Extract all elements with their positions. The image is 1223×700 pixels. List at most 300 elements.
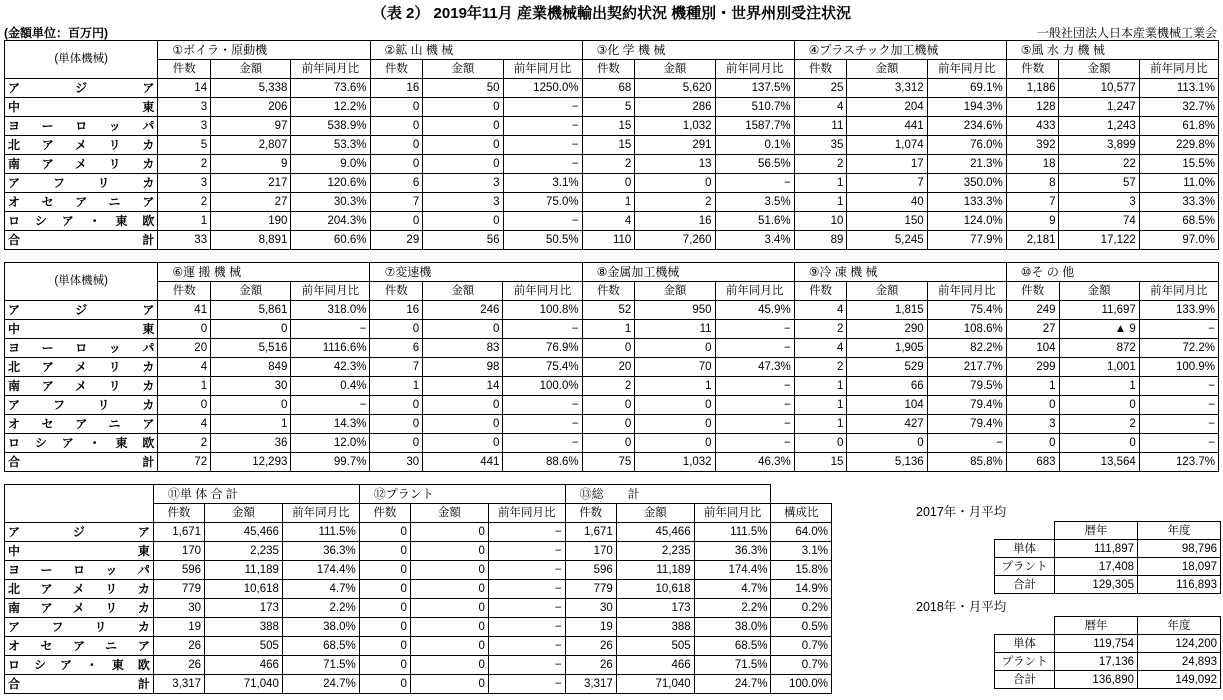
table-cell: 68.5% [1139,212,1218,231]
table-cell: 97.0% [1139,231,1218,250]
column-header: 前年同月比 [282,504,359,523]
table-cell: 11,697 [1059,301,1139,320]
table-cell: − [488,656,565,675]
table-cell: 0 [423,434,503,453]
table-cell: 7,260 [635,231,715,250]
avg-row [995,671,1221,689]
table-cell: 14 [158,79,211,98]
table-cell: 42.3% [291,358,370,377]
table-cell: 9.0% [291,155,370,174]
table-cell: 194.3% [927,98,1006,117]
table-cell: 100.8% [503,301,582,320]
table-cell: 1 [794,377,847,396]
region-label: ロシア・東欧 [5,656,154,675]
table-cell: 3,317 [153,675,204,694]
column-header: 件数 [582,282,635,301]
table-cell: 0 [582,434,635,453]
table-cell: 72.2% [1139,339,1218,358]
table-cell: 30 [370,453,423,472]
table-cell: 0 [359,675,410,694]
table-cell: 538.9% [291,117,370,136]
table-cell: 13,564 [1059,453,1139,472]
table-cell: 14 [423,377,503,396]
table-cell: 5 [158,136,211,155]
avg-cell: 119,754 [1055,635,1138,653]
table-cell: 290 [847,320,927,339]
column-header: 金額 [616,504,694,523]
table-cell: 170 [565,542,616,561]
table-cell: 97 [211,117,291,136]
column-header: 金額 [1059,60,1139,79]
region-label: ア ジ ア [5,301,158,320]
table-cell: 246 [423,301,503,320]
table-cell: 5,136 [847,453,927,472]
table-cell: − [1139,415,1218,434]
row-header-label: (単体機械) [5,41,158,79]
region-label: 北アメリカ [5,136,158,155]
table-cell: 3 [158,98,211,117]
table-cell: 229.8% [1139,136,1218,155]
table-cell: 174.4% [694,561,771,580]
table-cell: 12.0% [291,434,370,453]
table-cell: 872 [1059,339,1139,358]
table-cell: 45.9% [715,301,794,320]
table-cell: 1 [794,193,847,212]
table-cell: 190 [211,212,291,231]
table-cell: 111.5% [694,523,771,542]
table-cell: 0 [1006,396,1059,415]
table-cell: − [503,98,582,117]
header-row-columns [5,60,1219,79]
table-cell: 950 [635,301,715,320]
avg-header-row [995,617,1221,635]
table-cell: 0.2% [771,599,832,618]
table-row [5,542,832,561]
table-cell: 1 [158,212,211,231]
table-cell: 36.3% [282,542,359,561]
avg-cell: 111,897 [1055,540,1138,558]
column-header: 件数 [582,60,635,79]
table-cell: 133.9% [1139,301,1218,320]
avg-row [995,635,1221,653]
table-cell: 4 [582,212,635,231]
region-label: アフリカ [5,618,154,637]
region-label: ロシア・東欧 [5,434,158,453]
table-cell: 1,243 [1059,117,1139,136]
table-cell: 173 [616,599,694,618]
table-cell: − [503,415,582,434]
table-cell: 170 [153,542,204,561]
table-cell: 12.2% [291,98,370,117]
table-cell: 0 [410,599,488,618]
table-cell: 75.0% [503,193,582,212]
table-row [5,523,832,542]
region-label: オセアニア [5,415,158,434]
table-row [5,320,1219,339]
table-cell: 0 [370,320,423,339]
region-label: 合 計 [5,675,154,694]
table-cell: 0 [423,415,503,434]
table-cell: 2,181 [1006,231,1059,250]
avg-corner [995,617,1055,635]
table-cell: 0 [370,98,423,117]
table-cell: 25 [794,79,847,98]
table-row [5,637,832,656]
table-cell: 20 [582,358,635,377]
table-row [5,117,1219,136]
table-cell: 1,032 [635,117,715,136]
table-row [5,561,832,580]
table-cell: 104 [847,396,927,415]
table-cell: 0 [423,136,503,155]
table-cell: 1,815 [847,301,927,320]
table-cell: − [503,434,582,453]
table-cell: 0 [847,434,927,453]
table-cell: − [488,618,565,637]
table-cell: 0 [582,174,635,193]
table-row [5,231,1219,250]
table-cell: 35 [794,136,847,155]
table-cell: 72 [158,453,211,472]
table-cell: 36 [211,434,291,453]
table-cell: 2,235 [205,542,283,561]
table-cell: − [488,561,565,580]
table-cell: 174.4% [282,561,359,580]
avg-cell: 98,796 [1138,540,1221,558]
table-cell: 466 [205,656,283,675]
table-cell: 291 [635,136,715,155]
group-header: ③化 学 機 械 [582,41,794,60]
table-cell: 0.5% [771,618,832,637]
table-cell: 0 [359,656,410,675]
table-row [5,599,832,618]
table-cell: 0 [1059,434,1139,453]
table-cell: 4 [158,358,211,377]
table-cell: 0 [423,320,503,339]
table-cell: 68 [582,79,635,98]
column-header: 前年同月比 [1139,60,1218,79]
table-cell: 441 [423,453,503,472]
table-cell: − [503,117,582,136]
table-cell: 50 [423,79,503,98]
table-cell: 204.3% [291,212,370,231]
table-row [5,675,832,694]
table-cell: 0 [635,415,715,434]
table-cell: 98 [423,358,503,377]
table-cell: 206 [211,98,291,117]
table-cell: 0 [582,339,635,358]
table-row [5,434,1219,453]
table-cell: 50.5% [503,231,582,250]
table-cell: 88.6% [503,453,582,472]
table-cell: 4 [158,415,211,434]
table-cell: 1,671 [153,523,204,542]
page-title: （表 2） 2019年11月 産業機械輸出契約状況 機種別・世界州別受注状況 [371,5,852,22]
table-cell: 0 [635,434,715,453]
region-label: 北アメリカ [5,580,154,599]
table-cell: 3.1% [503,174,582,193]
table-cell: 683 [1006,453,1059,472]
column-header: 前年同月比 [715,282,794,301]
table-cell: 0.1% [715,136,794,155]
avg-2017-label: 2017年・月平均 [916,505,1007,519]
table-cell: 505 [205,637,283,656]
table-cell: 0.7% [771,656,832,675]
table-cell: 596 [565,561,616,580]
table-cell: 318.0% [291,301,370,320]
table-row [5,453,1219,472]
table-cell: 18 [1006,155,1059,174]
table-cell: 249 [1006,301,1059,320]
avg-cell: 17,136 [1055,653,1138,671]
table-cell: 2 [1059,415,1139,434]
header-row-groups [5,485,832,504]
table-cell: 0 [410,675,488,694]
table-cell: 350.0% [927,174,1006,193]
table-cell: 73.6% [291,79,370,98]
table-cell: 1 [370,377,423,396]
table-cell: 27 [1006,320,1059,339]
group-header: ⑤風 水 力 機 械 [1006,41,1218,60]
table-row [5,358,1219,377]
table-cell: − [503,136,582,155]
table-cell: 7 [847,174,927,193]
table-cell: 299 [1006,358,1059,377]
group-header: ⑩そ の 他 [1006,263,1218,282]
table-cell: − [1139,377,1218,396]
table-cell: 204 [847,98,927,117]
table-cell: 71.5% [282,656,359,675]
table-cell: 0 [423,155,503,174]
table-row [5,212,1219,231]
table-cell: 68.5% [694,637,771,656]
table-cell: 1,247 [1059,98,1139,117]
table-cell: 124.0% [927,212,1006,231]
table-cell: 100.9% [1139,358,1218,377]
table-cell: 76.0% [927,136,1006,155]
region-label: ロシア・東欧 [5,212,158,231]
table-cell: 17 [847,155,927,174]
group-header: ⑨冷 凍 機 械 [794,263,1006,282]
table-cell: 20 [158,339,211,358]
table-cell: 33 [158,231,211,250]
table-cell: 1,905 [847,339,927,358]
column-header: 前年同月比 [927,282,1006,301]
region-label: ヨーロッパ [5,561,154,580]
table-cell: 13 [635,155,715,174]
table-cell: 14.3% [291,415,370,434]
column-header: 金額 [410,504,488,523]
row-header-label: (単体機械) [5,263,158,301]
table-cell: − [927,434,1006,453]
column-header: 前年同月比 [503,282,582,301]
table-cell: 286 [635,98,715,117]
table-cell: 0 [1059,396,1139,415]
column-header: 件数 [370,282,423,301]
table-cell: 75.4% [503,358,582,377]
table-cell: 6 [370,339,423,358]
table-cell: 3.5% [715,193,794,212]
table-cell: 388 [616,618,694,637]
table-cell: 1 [794,174,847,193]
column-header: 件数 [794,282,847,301]
table-cell: 11 [794,117,847,136]
table-cell: 0 [582,396,635,415]
column-header: 前年同月比 [694,504,771,523]
table-cell: 0 [635,339,715,358]
table-cell: 5,861 [211,301,291,320]
table-cell: 17,122 [1059,231,1139,250]
table-cell: 0 [370,396,423,415]
table-cell: 26 [565,656,616,675]
column-header: 件数 [794,60,847,79]
table-cell: 22 [1059,155,1139,174]
table-cell: 26 [153,656,204,675]
header-row-groups [5,263,1219,282]
table-cell: 71,040 [205,675,283,694]
avg-corner [995,522,1055,540]
table-cell: 15 [794,453,847,472]
table-cell: 99.7% [291,453,370,472]
table-cell: 123.7% [1139,453,1218,472]
table-cell: 1,186 [1006,79,1059,98]
region-label: 南アメリカ [5,155,158,174]
table-cell: 3 [1006,415,1059,434]
avg-row-label: 単体 [995,540,1055,558]
table-cell: 74 [1059,212,1139,231]
table-cell: 33.3% [1139,193,1218,212]
table-row [5,396,1219,415]
table-cell: 0 [359,580,410,599]
table-cell: 5,338 [211,79,291,98]
region-label: 北アメリカ [5,358,158,377]
avg-cell: 124,200 [1138,635,1221,653]
table-cell: 32.7% [1139,98,1218,117]
table-cell: 40 [847,193,927,212]
region-label: 合 計 [5,453,158,472]
table-cell: 4 [794,98,847,117]
table-cell: 5,516 [211,339,291,358]
table-cell: 2,235 [616,542,694,561]
table-cell: 10 [794,212,847,231]
table-cell: 15.8% [771,561,832,580]
table-row [5,136,1219,155]
table-cell: 52 [582,301,635,320]
table-cell: − [715,377,794,396]
table-cell: 3,317 [565,675,616,694]
table-cell: 2 [794,358,847,377]
table-cell: 7 [1006,193,1059,212]
table-cell: 849 [211,358,291,377]
table-cell: 0 [158,396,211,415]
group-header: ⑧金属加工機械 [582,263,794,282]
table-cell: 0 [423,212,503,231]
table-cell: 108.6% [927,320,1006,339]
table-cell: 30 [565,599,616,618]
table-cell: 3 [423,193,503,212]
table-cell: 56 [423,231,503,250]
avg-cell: 18,097 [1138,558,1221,576]
table-cell: 388 [205,618,283,637]
table-cell: 2.2% [694,599,771,618]
avg-column-header: 年度 [1138,522,1221,540]
table-cell: 0 [158,320,211,339]
table-cell: 3 [1059,193,1139,212]
table-cell: 68.5% [282,637,359,656]
table-cell: − [488,599,565,618]
table-cell: 79.4% [927,396,1006,415]
table-cell: 1 [211,415,291,434]
table-cell: 8 [1006,174,1059,193]
group-header: ④プラスチック加工機械 [794,41,1006,60]
column-header: 前年同月比 [1139,282,1218,301]
table-cell: − [715,339,794,358]
table-cell: 779 [565,580,616,599]
column-header: 件数 [565,504,616,523]
table-totals [4,484,832,694]
region-label: 中 東 [5,98,158,117]
table-row [5,656,832,675]
table-cell: 7 [370,358,423,377]
avg-row-label: プラント [995,558,1055,576]
table-cell: − [503,212,582,231]
table-cell: − [488,637,565,656]
avg-column-header: 暦年 [1055,617,1138,635]
region-label: オセアニア [5,637,154,656]
table-cell: − [503,396,582,415]
column-header: 金額 [423,60,503,79]
table-cell: 14.9% [771,580,832,599]
table-cell: 26 [565,637,616,656]
table-cell: 19 [565,618,616,637]
table-cell: 57 [1059,174,1139,193]
table-cell: 0 [423,98,503,117]
table-cell: 46.3% [715,453,794,472]
avg-column-header: 暦年 [1055,522,1138,540]
table-cell: 1 [582,193,635,212]
table-cell: − [715,174,794,193]
table-cell: 0 [211,396,291,415]
table-cell: − [715,396,794,415]
table-cell: 4 [794,301,847,320]
table-cell: 173 [205,599,283,618]
table-cell: − [1139,434,1218,453]
column-header-share: 構成比 [771,504,832,523]
region-label: 合 計 [5,231,158,250]
avg-2017-table [994,521,1221,594]
table-cell: 0 [1006,434,1059,453]
table-cell: 10,618 [205,580,283,599]
group-header: ⑫プラント [359,485,565,504]
table-cell: 79.5% [927,377,1006,396]
row-header-label [5,485,154,523]
group-header: ②鉱 山 機 械 [370,41,582,60]
table-cell: 10,577 [1059,79,1139,98]
table-cell: − [488,675,565,694]
table-cell: 3 [423,174,503,193]
column-header: 金額 [211,282,291,301]
region-label: アフリカ [5,396,158,415]
column-header: 件数 [370,60,423,79]
table-cell: 16 [635,212,715,231]
table-cell: 2 [158,193,211,212]
table-cell: 4.7% [694,580,771,599]
table-cell: 0 [370,434,423,453]
column-header: 件数 [153,504,204,523]
table-cell: 234.6% [927,117,1006,136]
table-cell: 71,040 [616,675,694,694]
table-cell: 3,899 [1059,136,1139,155]
